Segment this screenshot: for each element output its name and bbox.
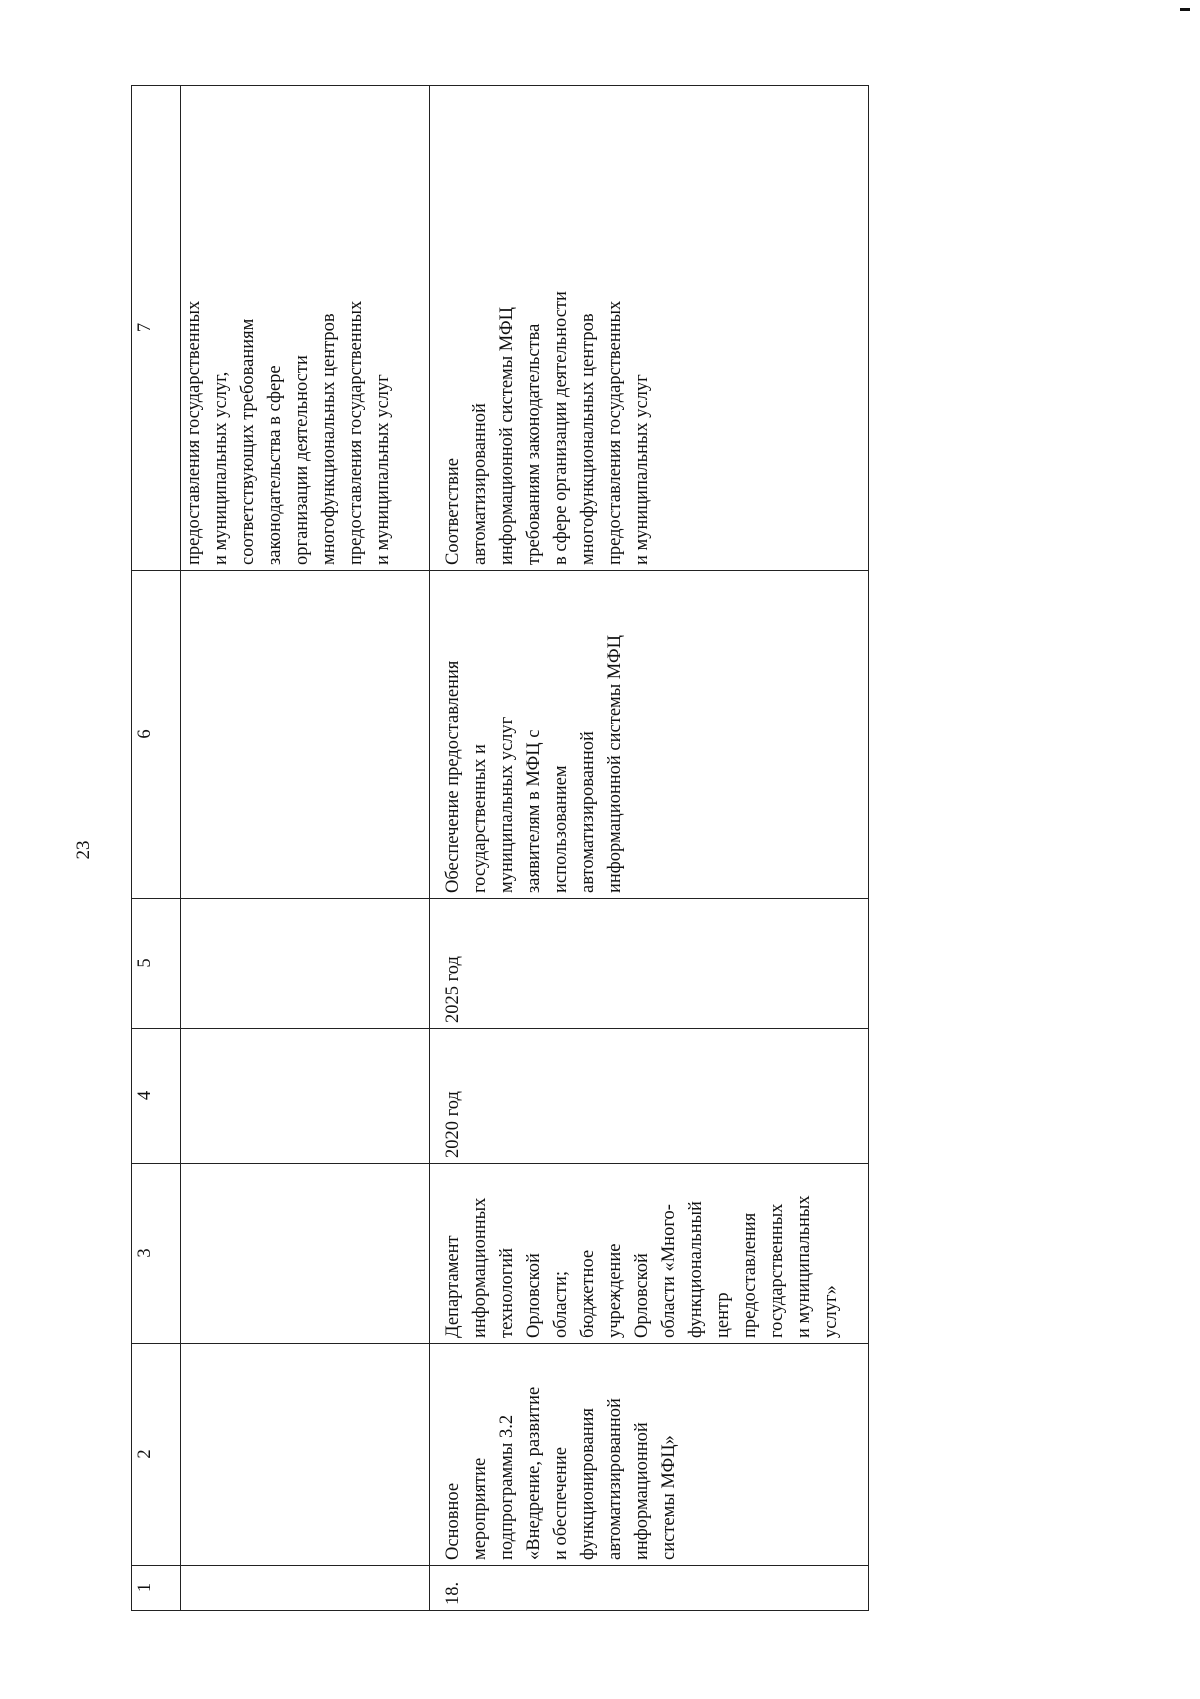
table-cell: [181, 1566, 430, 1611]
activity-name: Основное мероприятие подпрограммы 3.2 «Внедрение, развитие и обеспечение функционирования автоматизированной информационной системы МФЦ»: [443, 1386, 679, 1560]
rotated-table-area: [131, 86, 857, 1611]
column-header: 3: [132, 1164, 181, 1344]
expected-result: Обеспечение предоставления государственных и муниципальных услуг заявителям в МФЦ с использованием автоматизированной информационной системы МФЦ: [443, 635, 625, 893]
table-cell: [181, 1029, 430, 1164]
table-cell: [430, 1566, 869, 1611]
table-cell: [430, 86, 869, 571]
indicator-link: Соответствие автоматизированной информационной системы МФЦ требованиям законодательства в сфере организации деятельности многофункциональных центров предоставления государственных и муниципальных услуг: [443, 291, 652, 565]
column-header: 2: [132, 1344, 181, 1566]
column-header: 6: [132, 571, 181, 899]
table-cell: [430, 1164, 869, 1344]
table-header-row: [132, 86, 181, 1611]
cell-text: предоставления государственных и муниципальных услуг, соответствующих требованиям законодательства в сфере организации деятельности многофункциональных центров предоставления государственных и муниципальных услуг: [184, 300, 393, 565]
row-number: 18.: [443, 1581, 463, 1605]
table-cell: [181, 86, 430, 571]
page-number: 23: [73, 840, 94, 860]
table-cell: [181, 899, 430, 1029]
table-cell: [430, 1029, 869, 1164]
end-year: 2025 год: [443, 956, 463, 1023]
table-cell: [181, 1164, 430, 1344]
table-cell: [430, 1344, 869, 1566]
scan-edge-mark: [1180, 8, 1190, 11]
table-cell: [430, 571, 869, 899]
table-row: [181, 86, 430, 1611]
table-cell: [430, 899, 869, 1029]
table-cell: [181, 571, 430, 899]
table-cell: [181, 1344, 430, 1566]
column-header: 5: [132, 899, 181, 1029]
column-header: 7: [132, 86, 181, 571]
responsible-executors: Департамент информационных технологий Орловской области; бюджетное учреждение Орловской области «Много- функциональный центр предоставления государственных и муниципальных услуг»: [443, 1195, 841, 1338]
table-row: [430, 86, 869, 1611]
column-header: 1: [132, 1566, 181, 1611]
program-activities-table: [131, 85, 869, 1611]
column-header: 4: [132, 1029, 181, 1164]
start-year: 2020 год: [443, 1091, 463, 1158]
